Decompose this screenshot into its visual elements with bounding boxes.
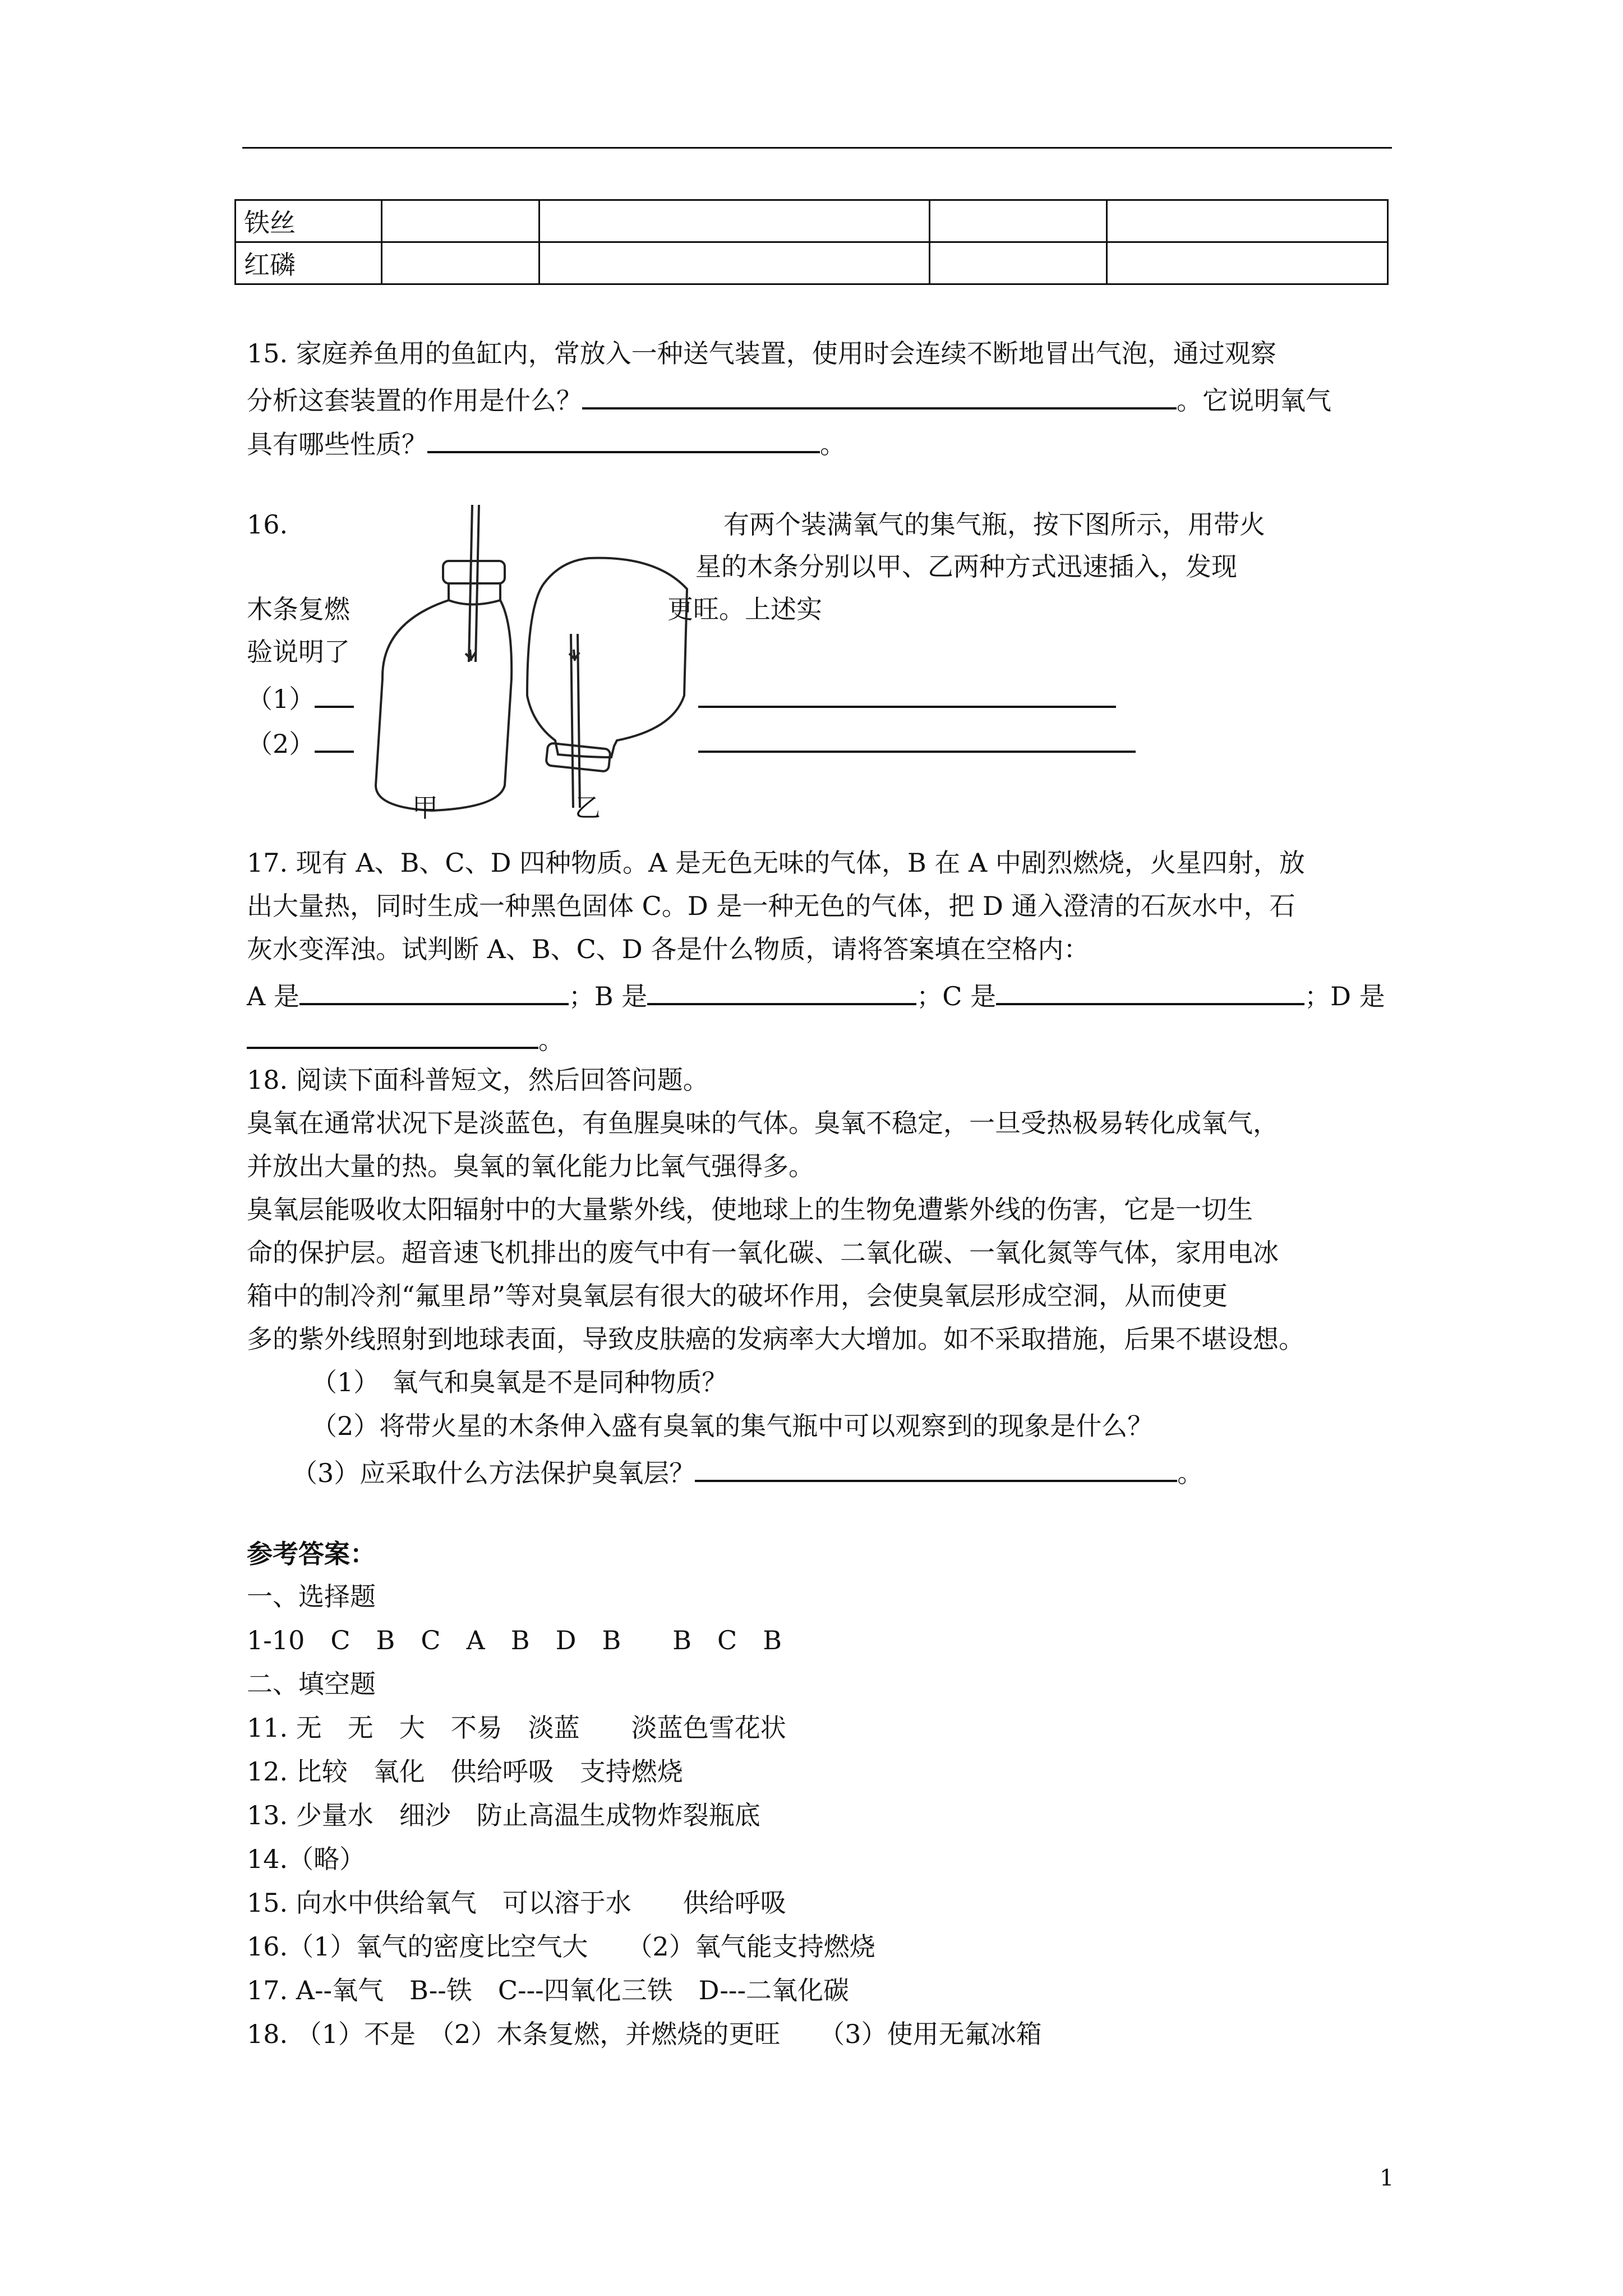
q17-label: ；D 是 bbox=[1304, 981, 1385, 1011]
table-cell bbox=[1107, 242, 1388, 284]
answers-choice: 1-10 C B C A B D B B C B bbox=[247, 1625, 782, 1655]
table-row bbox=[236, 242, 1388, 284]
page-number: 1 bbox=[1380, 2165, 1394, 2191]
header-rule bbox=[242, 147, 1392, 149]
gas-bottles-figure bbox=[359, 494, 718, 841]
q17-label: ；C 是 bbox=[916, 981, 997, 1011]
q16-label: （2） bbox=[247, 729, 315, 759]
table-cell bbox=[540, 200, 930, 242]
q15-text: 。 bbox=[820, 429, 846, 459]
q16-text: 木条复燃 bbox=[247, 594, 350, 624]
q15-text: 分析这套装置的作用是什么？ bbox=[247, 385, 582, 416]
q18-paragraph: 多的紫外线照射到地球表面，导致皮肤癌的发病率大大增加。如不采取措施，后果不堪设想。 bbox=[247, 1324, 1304, 1354]
q18-paragraph: 臭氧层能吸收太阳辐射中的大量紫外线，使地球上的生物免遭紫外线的伤害，它是一切生 bbox=[247, 1194, 1253, 1225]
answer-line: 11. 无 无 大 不易 淡蓝 淡蓝色雪花状 bbox=[247, 1713, 786, 1743]
q18-paragraph: 臭氧在通常状况下是淡蓝色，有鱼腥臭味的气体。臭氧不稳定，一旦受热极易转化成氧气， bbox=[247, 1108, 1279, 1138]
blank-field[interactable] bbox=[427, 424, 820, 453]
q16-label: （1） bbox=[247, 684, 315, 714]
answer-line: 15. 向水中供给氧气 可以溶于水 供给呼吸 bbox=[247, 1888, 786, 1918]
experiment-table bbox=[234, 199, 1389, 285]
answer-line: 18. （1）不是 （2）木条复燃，并燃烧的更旺 （3）使用无氟冰箱 bbox=[247, 2019, 1042, 2049]
q18-heading: 18. 阅读下面科普短文，然后回答问题。 bbox=[247, 1065, 709, 1095]
q18-sub3-end: 。 bbox=[1177, 1458, 1204, 1488]
table-cell-name: 红磷 bbox=[236, 242, 382, 284]
answers-section: 二、填空题 bbox=[247, 1669, 376, 1699]
table-cell bbox=[1107, 200, 1388, 242]
table-cell bbox=[930, 200, 1107, 242]
q15-text: 。它说明氧气 bbox=[1177, 385, 1331, 416]
q17-line2: 出大量热，同时生成一种黑色固体 C。D 是一种无色的气体，把 D 通入澄清的石灰水中，石 bbox=[247, 891, 1295, 921]
q16-text: 有两个装满氧气的集气瓶，按下图所示，用带火 bbox=[723, 509, 1265, 540]
bottle-yi-icon bbox=[527, 558, 687, 808]
q17-blanks bbox=[247, 976, 1385, 1013]
answers-heading: 参考答案： bbox=[247, 1539, 376, 1569]
answer-line: 12. 比较 氧化 供给呼吸 支持燃烧 bbox=[247, 1756, 683, 1787]
blank-d[interactable] bbox=[247, 1020, 538, 1049]
q16-text: 星的木条分别以甲、乙两种方式迅速插入，发现 bbox=[695, 551, 1237, 582]
table-cell bbox=[382, 242, 540, 284]
table-row bbox=[236, 200, 1388, 242]
q18-sub3 bbox=[292, 1453, 1203, 1490]
q17-label: ；B 是 bbox=[568, 981, 648, 1011]
blank-field[interactable] bbox=[315, 724, 354, 753]
q16-part2-blank bbox=[698, 724, 1136, 761]
table-cell bbox=[382, 200, 540, 242]
table-cell bbox=[540, 242, 930, 284]
answer-line: 17. A--氧气 B--铁 C---四氧化三铁 D---二氧化碳 bbox=[247, 1975, 850, 2005]
q17-line1: 17. 现有 A、B、C、D 四种物质。A 是无色无味的气体，B 在 A 中剧烈燃烧，火星四射，放 bbox=[247, 848, 1305, 878]
table-cell bbox=[930, 242, 1107, 284]
blank-a[interactable] bbox=[299, 976, 569, 1005]
label-jia: 甲 bbox=[412, 793, 438, 823]
answer-line: 13. 少量水 细沙 防止高温生成物炸裂瓶底 bbox=[247, 1800, 760, 1830]
q18-paragraph: 命的保护层。超音速飞机排出的废气中有一氧化碳、二氧化碳、一氧化氮等气体，家用电冰 bbox=[247, 1237, 1279, 1268]
q18-sub3-text: （3）应采取什么方法保护臭氧层？ bbox=[292, 1458, 695, 1488]
q15-line3 bbox=[247, 424, 846, 461]
blank-field[interactable] bbox=[582, 380, 1177, 409]
bottle-jia-icon bbox=[376, 505, 511, 811]
q15-text: 具有哪些性质？ bbox=[247, 429, 427, 459]
blank-field[interactable] bbox=[315, 679, 354, 708]
q16-part1-blank bbox=[698, 679, 1116, 716]
q18-sub2: （2）将带火星的木条伸入盛有臭氧的集气瓶中可以观察到的现象是什么？ bbox=[311, 1411, 1154, 1441]
blank-b[interactable] bbox=[647, 976, 916, 1005]
q16-number: 16. bbox=[247, 509, 288, 540]
label-yi: 乙 bbox=[575, 793, 601, 823]
blank-c[interactable] bbox=[996, 976, 1304, 1005]
q18-sub1: （1） 氧气和臭氧是不是同种物质？ bbox=[311, 1367, 728, 1397]
table-cell-name: 铁丝 bbox=[236, 200, 382, 242]
q17-line3: 灰水变浑浊。试判断 A、B、C、D 各是什么物质，请将答案填在空格内： bbox=[247, 934, 1090, 964]
q17-label: A 是 bbox=[247, 981, 299, 1011]
q16-part1 bbox=[247, 679, 354, 716]
q18-paragraph: 箱中的制冷剂“氟里昂”等对臭氧层有很大的破坏作用，会使臭氧层形成空洞，从而使更 bbox=[247, 1281, 1228, 1311]
answer-line: 16.（1）氧气的密度比空气大 （2）氧气能支持燃烧 bbox=[247, 1931, 875, 1962]
q16-part2 bbox=[247, 724, 354, 761]
q17-end: 。 bbox=[538, 1025, 564, 1055]
blank-field[interactable] bbox=[695, 1453, 1177, 1482]
answers-section: 一、选择题 bbox=[247, 1581, 376, 1612]
q16-text: 验说明了 bbox=[247, 637, 350, 667]
q15-line2 bbox=[247, 380, 1331, 417]
blank-field[interactable] bbox=[698, 724, 1136, 753]
q15-line1: 15. 家庭养鱼用的鱼缸内，常放入一种送气装置，使用时会连续不断地冒出气泡，通过观察 bbox=[247, 338, 1276, 369]
answer-line: 14.（略） bbox=[247, 1844, 366, 1874]
q18-paragraph: 并放出大量的热。臭氧的氧化能力比氧气强得多。 bbox=[247, 1151, 814, 1181]
blank-field[interactable] bbox=[698, 679, 1116, 708]
q16-text: 更旺。上述实 bbox=[667, 594, 822, 624]
q17-blank-d bbox=[247, 1020, 564, 1057]
